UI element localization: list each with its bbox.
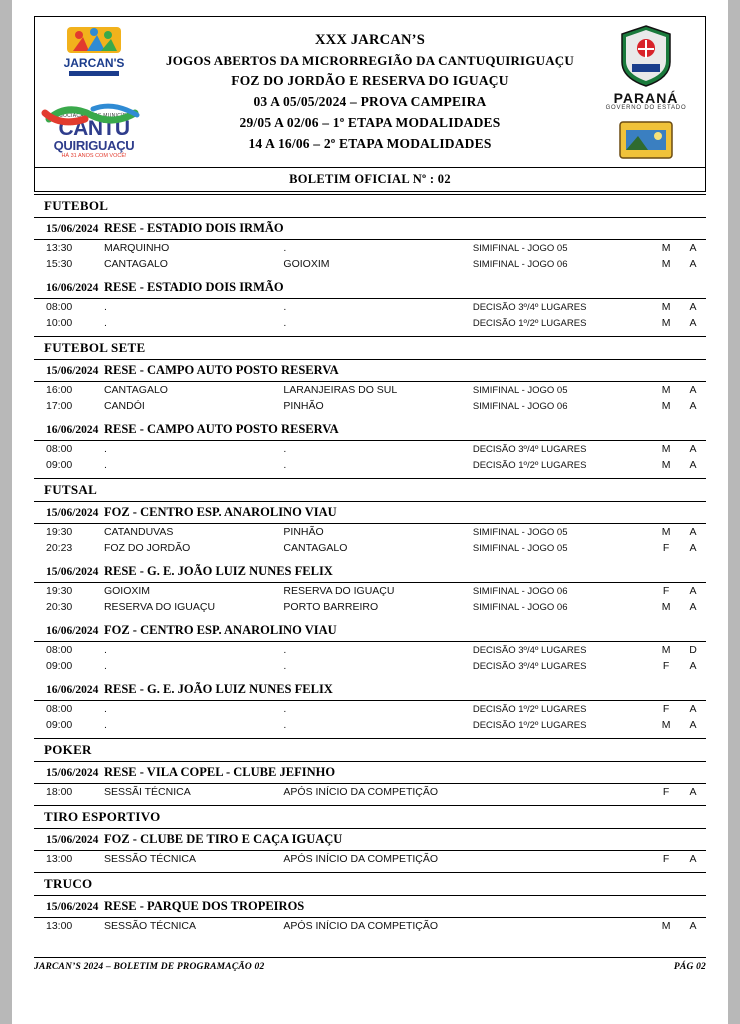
game-gender: F (662, 542, 670, 554)
sport-header-row (34, 479, 706, 502)
svg-text:JARCAN'S: JARCAN'S (63, 56, 125, 70)
game-home-team: MARQUINHO (103, 242, 170, 254)
date-venue-row (34, 419, 706, 441)
game-phase: SIMIFINAL - JOGO 06 (472, 400, 568, 412)
game-home-team: . (103, 703, 107, 715)
game-away-team: . (283, 703, 287, 715)
game-time: 18:00 (46, 786, 73, 798)
game-category: A (689, 258, 697, 270)
game-phase: DECISÃO 1º/2º LUGARES (472, 317, 587, 329)
sport-name: POKER (34, 739, 706, 762)
game-phase: DECISÃO 3º/4º LUGARES (472, 644, 587, 656)
header-logos-right (587, 17, 705, 167)
game-gender: M (661, 719, 671, 731)
game-phase: DECISÃO 3º/4º LUGARES (472, 443, 587, 455)
sport-header-row (34, 337, 706, 360)
game-away-team: . (283, 443, 287, 455)
sport-header-row (34, 873, 706, 896)
game-home-team: SESSÃO TÉCNICA (103, 853, 196, 865)
table-row (34, 918, 706, 935)
game-category: A (689, 459, 697, 471)
game-time: 20:23 (46, 542, 73, 554)
game-phase (473, 784, 652, 801)
game-gender: M (661, 242, 671, 254)
game-time: 16:00 (46, 384, 73, 396)
block-phase-spacer (473, 829, 652, 851)
game-gender: F (662, 703, 670, 715)
game-category: A (689, 542, 697, 554)
table-row (34, 524, 706, 541)
game-phase: SIMIFINAL - JOGO 05 (472, 242, 568, 254)
sport-name: FUTEBOL (34, 195, 706, 218)
game-time: 19:30 (46, 585, 73, 597)
block-phase-spacer (473, 620, 652, 642)
game-category: A (689, 853, 697, 865)
block-gender-spacer (652, 829, 680, 851)
game-gender: F (662, 660, 670, 672)
block-gender-spacer (652, 762, 680, 784)
date-venue-row (34, 502, 706, 524)
game-gender: M (661, 459, 671, 471)
game-time: 15:30 (46, 258, 73, 270)
game-category: A (689, 301, 697, 313)
event-subtitle: JOGOS ABERTOS DA MICRORREGIÃO DA CANTUQUIRIGUAÇU (166, 53, 574, 69)
date-venue-row (34, 762, 706, 784)
table-row (34, 398, 706, 414)
game-category: A (689, 786, 697, 798)
block-phase-spacer (473, 679, 652, 701)
table-row (34, 382, 706, 399)
sport-header-row (34, 739, 706, 762)
block-phase-spacer (473, 762, 652, 784)
header-title-block (153, 17, 587, 167)
event-title: XXX JARCAN’S (315, 31, 425, 48)
game-time: 08:00 (46, 644, 73, 656)
game-phase: SIMIFINAL - JOGO 05 (472, 526, 568, 538)
sport-name: FUTEBOL SETE (34, 337, 706, 360)
game-gender: F (662, 585, 670, 597)
game-away-team: PINHÃO (283, 526, 324, 538)
event-dates-campeira: 03 A 05/05/2024 – PROVA CAMPEIRA (253, 94, 487, 110)
game-home-team: FOZ DO JORDÃO (103, 542, 191, 554)
jarcans-logo (53, 25, 135, 85)
cantu-logo-main-text: CANTU (58, 117, 130, 141)
game-home-team: GOIOXIM (103, 585, 151, 597)
block-venue: RESE - PARQUE DOS TROPEIROS (104, 896, 473, 918)
table-row (34, 540, 706, 556)
game-category: A (689, 443, 697, 455)
game-home-team: SESSÃO TÉCNICA (103, 920, 196, 932)
game-category: A (689, 719, 697, 731)
footer-page-number: PÁG 02 (673, 962, 706, 972)
block-phase-spacer (473, 561, 652, 583)
date-venue-row (34, 829, 706, 851)
sport-name: TIRO ESPORTIVO (34, 806, 706, 829)
game-home-team: . (103, 660, 107, 672)
game-away-team: . (283, 459, 287, 471)
game-home-team: . (103, 317, 107, 329)
date-venue-row (34, 561, 706, 583)
game-gender: M (661, 644, 671, 656)
schedule-table (34, 194, 706, 939)
game-gender: M (661, 443, 671, 455)
block-category-spacer (680, 762, 706, 784)
table-row (34, 441, 706, 458)
game-time: 17:00 (46, 400, 73, 412)
table-row (34, 784, 706, 801)
block-category-spacer (680, 829, 706, 851)
sport-header-row (34, 806, 706, 829)
game-away-team: . (283, 301, 287, 313)
game-category: A (689, 585, 697, 597)
game-home-team: . (103, 719, 107, 731)
sport-header-row (34, 195, 706, 218)
table-row (34, 717, 706, 733)
game-away-team: APÓS INÍCIO DA COMPETIÇÃO (283, 786, 439, 798)
block-category-spacer (680, 218, 706, 240)
game-gender: M (661, 384, 671, 396)
cantu-logo-years-text: HÁ 31 ANOS COM VOCÊ! (61, 152, 127, 159)
block-gender-spacer (652, 620, 680, 642)
game-home-team: SESSÃI TÉCNICA (103, 786, 191, 798)
game-category: A (689, 400, 697, 412)
sport-name: FUTSAL (34, 479, 706, 502)
block-category-spacer (680, 360, 706, 382)
game-time: 20:30 (46, 601, 73, 613)
game-home-team: . (103, 459, 107, 471)
game-time: 13:30 (46, 242, 73, 254)
block-date: 15/06/2024 (34, 502, 104, 524)
cantu-logo-top-text: ASSOCIAÇÃO DOS MUNICÍPIOS (52, 113, 136, 120)
game-time: 19:30 (46, 526, 73, 538)
block-venue: RESE - CAMPO AUTO POSTO RESERVA (104, 419, 473, 441)
block-venue: FOZ - CENTRO ESP. ANAROLINO VIAU (104, 502, 473, 524)
game-category: A (689, 920, 697, 932)
game-away-team: . (283, 660, 287, 672)
block-gender-spacer (652, 360, 680, 382)
game-away-team: APÓS INÍCIO DA COMPETIÇÃO (283, 920, 439, 932)
game-home-team: . (103, 644, 107, 656)
block-venue: RESE - ESTADIO DOIS IRMÃO (104, 277, 473, 299)
block-category-spacer (680, 679, 706, 701)
game-category: A (689, 526, 697, 538)
cantu-quiriguacu-logo (39, 97, 149, 159)
date-venue-row (34, 896, 706, 918)
game-time: 10:00 (46, 317, 73, 329)
game-gender: M (661, 601, 671, 613)
block-date: 15/06/2024 (34, 896, 104, 918)
game-home-team: RESERVA DO IGUAÇU (103, 601, 216, 613)
block-gender-spacer (652, 679, 680, 701)
event-location: FOZ DO JORDÃO E RESERVA DO IGUAÇU (231, 73, 509, 89)
game-home-team: . (103, 301, 107, 313)
document-header (34, 16, 706, 168)
block-phase-spacer (473, 360, 652, 382)
parana-sublabel: GOVERNO DO ESTADO (605, 105, 687, 112)
game-time: 09:00 (46, 660, 73, 672)
game-category: A (689, 384, 697, 396)
game-away-team: CANTAGALO (283, 542, 348, 554)
block-date: 16/06/2024 (34, 419, 104, 441)
block-category-spacer (680, 896, 706, 918)
game-phase: SIMIFINAL - JOGO 06 (472, 585, 568, 597)
block-phase-spacer (473, 419, 652, 441)
game-time: 09:00 (46, 719, 73, 731)
date-venue-row (34, 218, 706, 240)
game-phase: DECISÃO 3º/4º LUGARES (472, 301, 587, 313)
block-venue: RESE - G. E. JOÃO LUIZ NUNES FELIX (104, 561, 473, 583)
block-phase-spacer (473, 277, 652, 299)
game-time: 09:00 (46, 459, 73, 471)
game-home-team: CATANDUVAS (103, 526, 174, 538)
game-home-team: CANDÓI (103, 400, 145, 412)
table-row (34, 240, 706, 257)
table-row (34, 315, 706, 331)
block-phase-spacer (473, 502, 652, 524)
game-away-team: PORTO BARREIRO (283, 601, 379, 613)
block-gender-spacer (652, 561, 680, 583)
block-venue: FOZ - CLUBE DE TIRO E CAÇA IGUAÇU (104, 829, 473, 851)
block-date: 15/06/2024 (34, 360, 104, 382)
game-home-team: CANTAGALO (103, 258, 168, 270)
block-category-spacer (680, 620, 706, 642)
block-category-spacer (680, 277, 706, 299)
block-date: 16/06/2024 (34, 679, 104, 701)
game-phase: SIMIFINAL - JOGO 05 (472, 542, 568, 554)
game-away-team: GOIOXIM (283, 258, 330, 270)
table-row (34, 599, 706, 615)
block-date: 15/06/2024 (34, 218, 104, 240)
game-category: A (689, 703, 697, 715)
block-gender-spacer (652, 896, 680, 918)
block-category-spacer (680, 502, 706, 524)
game-gender: M (661, 526, 671, 538)
game-away-team: . (283, 317, 287, 329)
block-category-spacer (680, 419, 706, 441)
row-spacer (34, 934, 706, 939)
block-gender-spacer (652, 277, 680, 299)
game-phase (473, 851, 652, 868)
game-gender: M (661, 258, 671, 270)
game-home-team: CANTAGALO (103, 384, 168, 396)
date-venue-row (34, 620, 706, 642)
parana-label: PARANÁ (613, 90, 679, 107)
cantu-swoosh-icon (39, 103, 149, 127)
document-page (12, 0, 728, 1024)
game-phase: DECISÃO 1º/2º LUGARES (472, 703, 587, 715)
game-time: 08:00 (46, 301, 73, 313)
date-venue-row (34, 679, 706, 701)
block-date: 16/06/2024 (34, 277, 104, 299)
block-venue: RESE - G. E. JOÃO LUIZ NUNES FELIX (104, 679, 473, 701)
block-date: 15/06/2024 (34, 829, 104, 851)
game-away-team: . (283, 719, 287, 731)
document-footer (34, 957, 706, 972)
block-phase-spacer (473, 896, 652, 918)
game-gender: M (661, 920, 671, 932)
event-dates-etapa1: 29/05 A 02/06 – 1º ETAPA MODALIDADES (239, 115, 501, 131)
game-away-team: LARANJEIRAS DO SUL (283, 384, 398, 396)
game-phase: SIMIFINAL - JOGO 05 (472, 384, 568, 396)
game-away-team: PINHÃO (283, 400, 324, 412)
game-away-team: RESERVA DO IGUAÇU (283, 585, 395, 597)
block-date: 16/06/2024 (34, 620, 104, 642)
table-row (34, 457, 706, 473)
game-gender: M (661, 301, 671, 313)
footer-left-text: JARCAN’S 2024 – BOLETIM DE PROGRAMAÇÃO 02 (34, 962, 265, 972)
game-gender: F (662, 853, 670, 865)
block-venue: FOZ - CENTRO ESP. ANAROLINO VIAU (104, 620, 473, 642)
block-date: 15/06/2024 (34, 561, 104, 583)
game-time: 08:00 (46, 703, 73, 715)
date-venue-row (34, 277, 706, 299)
table-row (34, 642, 706, 659)
game-phase (473, 918, 652, 935)
game-phase: SIMIFINAL - JOGO 06 (472, 258, 568, 270)
row-spacer-cell (34, 934, 706, 939)
game-category: D (689, 644, 697, 656)
block-gender-spacer (652, 419, 680, 441)
municipality-emblem-icon (618, 120, 674, 160)
date-venue-row (34, 360, 706, 382)
table-row (34, 583, 706, 600)
game-category: A (689, 242, 697, 254)
block-phase-spacer (473, 218, 652, 240)
boletim-title: BOLETIM OFICIAL Nº : 02 (34, 168, 706, 192)
header-logos-left (35, 17, 153, 167)
parana-coat-of-arms-icon (618, 24, 674, 88)
game-time: 13:00 (46, 920, 73, 932)
block-date: 15/06/2024 (34, 762, 104, 784)
sport-name: TRUCO (34, 873, 706, 896)
game-phase: DECISÃO 1º/2º LUGARES (472, 719, 587, 731)
game-gender: M (661, 317, 671, 329)
game-away-team: . (283, 644, 287, 656)
game-gender: F (662, 786, 670, 798)
cantu-logo-sub-text: QUIRIGUAÇU (53, 137, 135, 153)
game-phase: DECISÃO 1º/2º LUGARES (472, 459, 587, 471)
block-venue: RESE - ESTADIO DOIS IRMÃO (104, 218, 473, 240)
table-row (34, 256, 706, 272)
table-row (34, 701, 706, 718)
table-row (34, 658, 706, 674)
table-row (34, 851, 706, 868)
game-phase: SIMIFINAL - JOGO 06 (472, 601, 568, 613)
game-category: A (689, 317, 697, 329)
game-gender: M (661, 400, 671, 412)
game-category: A (689, 601, 697, 613)
event-dates-etapa2: 14 A 16/06 – 2º ETAPA MODALIDADES (248, 136, 492, 152)
game-category: A (689, 660, 697, 672)
game-phase: DECISÃO 3º/4º LUGARES (472, 660, 587, 672)
block-gender-spacer (652, 502, 680, 524)
game-time: 08:00 (46, 443, 73, 455)
table-row (34, 299, 706, 316)
game-home-team: . (103, 443, 107, 455)
block-gender-spacer (652, 218, 680, 240)
block-venue: RESE - CAMPO AUTO POSTO RESERVA (104, 360, 473, 382)
block-venue: RESE - VILA COPEL - CLUBE JEFINHO (104, 762, 473, 784)
game-away-team: . (283, 242, 287, 254)
game-time: 13:00 (46, 853, 73, 865)
block-category-spacer (680, 561, 706, 583)
game-away-team: APÓS INÍCIO DA COMPETIÇÃO (283, 853, 439, 865)
